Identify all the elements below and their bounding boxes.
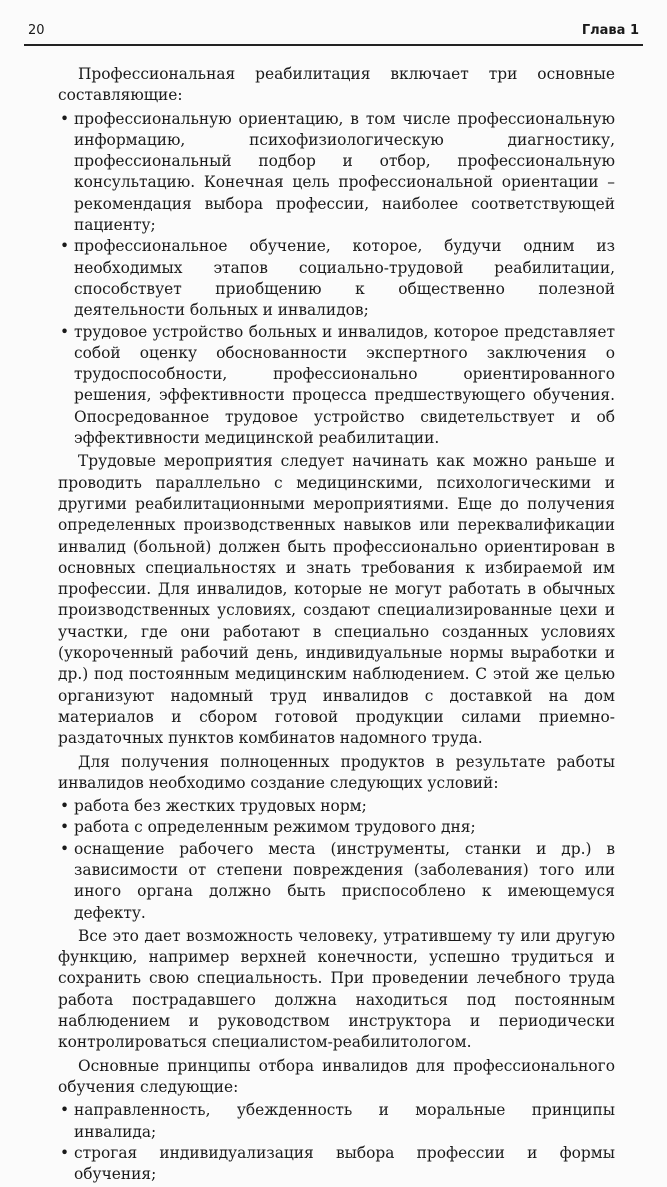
paragraph-labor-measures: Трудовые мероприятия следует начинать как можно раньше и проводить параллельно с медицинскими, психологическими и другими реабилитационными мероприятиями. Еще до получения определенных производственных навыков или переквалификации инвалид (больной) должен быть профессионально ориентирован в основных специальностях и знать требования к избираемой им профессии. Для инвалидов, которые не могут работать в обычных производственных условиях, создают специализированные цехи и участки, где они работают в специально созданных условиях (укороченный рабочий день, индивидуальные нормы выработки и др.) под постоянным медицинским наблюдением. С этой же целью организуют надомный труд инвалидов с доставкой на дом материалов и сбором готовой продукции силами приемно-раздаточных пунктов комбинатов надомного труда. bbox=[58, 452, 615, 748]
paragraph-possibility: Все это дает возможность человеку, утратившему ту или другую функцию, например верхней конечности, успешно трудиться и сохранить свою специальность. При проведении лечебного труда работа пострадавшего должна находиться под постоянным наблюдением и руководством инструктора и периодически контролироваться специалистом-реабилитологом. bbox=[58, 926, 615, 1052]
chapter-title: Глава 1 bbox=[581, 23, 639, 38]
list-item: • профессиональное обучение, которое, будучи одним из необходимых этапов социально-трудовой реабилитации, способствует приобщению к общественно полезной деятельности больных и инвалидов; bbox=[74, 236, 615, 321]
running-header bbox=[24, 22, 643, 46]
paragraph-selection-principles: Основные принципы отбора инвалидов для профессионального обучения следующие: bbox=[58, 1056, 615, 1096]
paragraph-intro: Профессиональная реабилитация включает три основные составляющие: bbox=[58, 65, 615, 105]
list-item: • трудовое устройство больных и инвалидов, которое представляет собой оценку обоснованности экспертного заключения о трудоспособности, профессионально ориентированного решения, эффективности процесса предшествующего обучения. Опосредованное трудовое устройство свидетельствует и об эффективности медицинской реабилитации. bbox=[74, 322, 615, 450]
conditions-list bbox=[58, 796, 615, 924]
list-item: • строгая индивидуализация выбора профессии и формы обучения; bbox=[74, 1143, 615, 1186]
principles-list bbox=[58, 1100, 615, 1185]
list-item: • работа с определенным режимом трудового дня; bbox=[74, 817, 615, 838]
rehab-components-list bbox=[58, 109, 615, 450]
list-item: • работа без жестких трудовых норм; bbox=[74, 796, 615, 817]
list-item: • направленность, убежденность и моральные принципы инвалида; bbox=[74, 1100, 615, 1143]
list-item: • оснащение рабочего места (инструменты, станки и др.) в зависимости от степени повреждения (заболевания) того или иного органа должно быть приспособлено к имеющемуся дефекту. bbox=[74, 839, 615, 924]
paragraph-conditions-intro: Для получения полноценных продуктов в результате работы инвалидов необходимо создание следующих условий: bbox=[58, 752, 615, 792]
list-item: • профессиональную ориентацию, в том числе профессиональную информацию, психофизиологическую диагностику, профессиональный подбор и отбор, профессиональную консультацию. Конечная цель профессиональной ориентации – рекомендация выбора профессии, наиболее соответствующей пациенту; bbox=[74, 109, 615, 237]
page-number: 20 bbox=[28, 23, 45, 38]
page-body bbox=[58, 64, 615, 1187]
